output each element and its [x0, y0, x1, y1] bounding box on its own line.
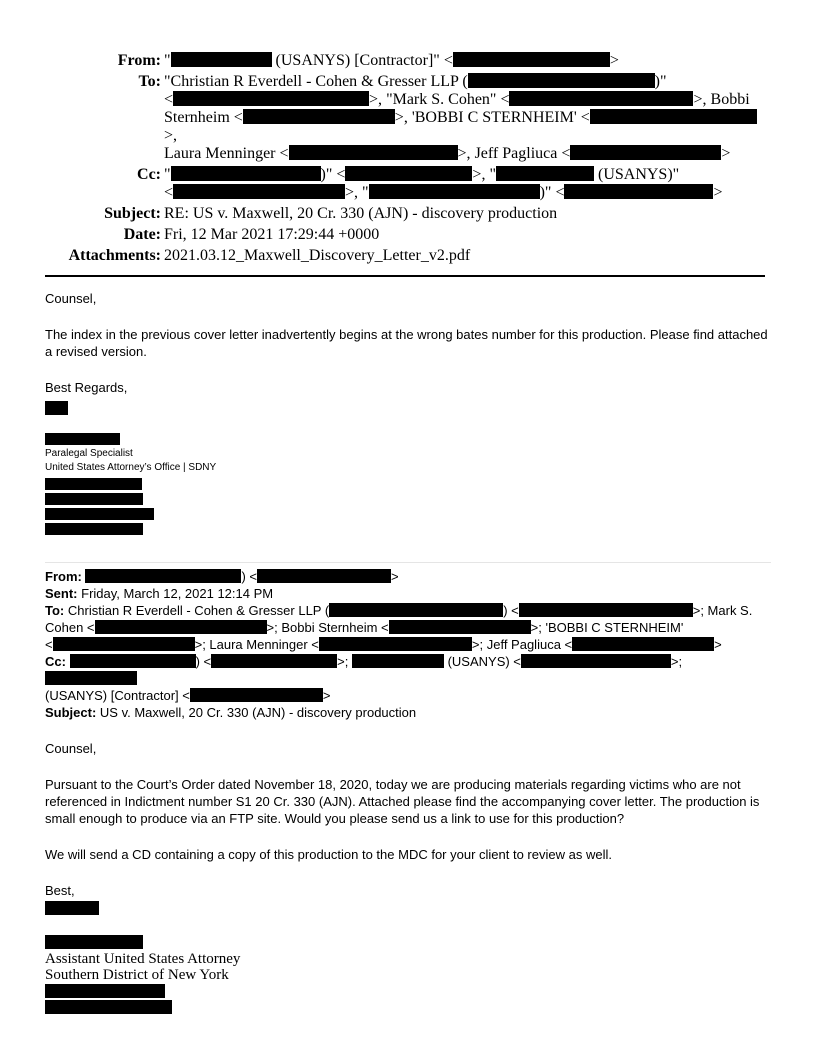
signature-office: United States Attorney’s Office | SDNY	[45, 462, 217, 473]
redaction	[468, 73, 655, 88]
redaction	[519, 603, 693, 617]
q-from-label: From:	[45, 569, 82, 584]
redaction	[85, 569, 241, 583]
to-laura: Laura Menninger <	[164, 145, 289, 162]
redaction	[173, 184, 345, 199]
redaction	[45, 984, 165, 998]
header-cc-row	[0, 166, 816, 202]
header-date-row	[0, 226, 816, 244]
redaction	[190, 688, 323, 702]
q-to-christian: Christian R Everdell - Cohen & Gresser LLP (	[67, 603, 330, 618]
header-to-row	[0, 73, 816, 163]
to-mark-cohen: "Mark S. Cohen" <	[386, 91, 510, 108]
redaction	[564, 184, 713, 199]
q-to-bobbi-caps: ; 'BOBBI C STERNHEIM'	[538, 620, 684, 635]
signature-office-2: Southern District of New York	[45, 967, 229, 983]
redaction	[45, 935, 143, 949]
header-subject-row	[0, 205, 816, 223]
redaction	[45, 671, 137, 685]
email-header	[0, 52, 816, 268]
cc-label: Cc:	[137, 166, 161, 183]
q-subject-value: US v. Maxwell, 20 Cr. 330 (AJN) - discovery production	[99, 705, 417, 720]
message-separator	[45, 562, 771, 563]
q-sent-label: Sent:	[45, 586, 78, 601]
q-subject-label: Subject:	[45, 705, 97, 720]
message-2	[45, 568, 775, 1014]
redaction	[345, 166, 472, 181]
redaction	[45, 901, 99, 915]
to-bobbi: Bobbi	[710, 91, 750, 108]
signature-title: Paralegal Specialist	[45, 448, 133, 459]
redaction	[319, 637, 472, 651]
closing-2: Best,	[45, 883, 75, 898]
signature-title-2: Assistant United States Attorney	[45, 951, 241, 967]
subject-label: Subject:	[104, 205, 161, 222]
redaction	[45, 478, 142, 490]
redaction	[572, 637, 714, 651]
subject-value: RE: US v. Maxwell, 20 Cr. 330 (AJN) - discovery production	[164, 205, 558, 222]
redaction	[70, 654, 196, 668]
date-label: Date:	[123, 226, 161, 243]
attachment-link[interactable]: 2021.03.12_Maxwell_Discovery_Letter_v2.pdf	[164, 247, 471, 264]
q-cc-contractor: (USANYS) [Contractor] <	[45, 688, 190, 703]
to-sternheim: Sternheim <	[164, 109, 243, 126]
redaction	[509, 91, 693, 106]
message-body-2: Pursuant to the Court’s Order dated November 18, 2020, today we are producing materials regarding victims who are not referenced in Indictment number S1 20 Cr. 330 (AJN). Attached please find the accompanying cover letter. The production is small enough to produce via an FTP site. Would you please send us a link to use for this production?	[45, 777, 760, 826]
redaction	[53, 637, 195, 651]
header-attachments-row	[0, 247, 816, 265]
to-label: To:	[138, 73, 161, 90]
greeting: Counsel,	[45, 291, 97, 306]
q-to-laura: ; Laura Menninger <	[202, 637, 319, 652]
redaction	[45, 433, 120, 445]
to-value: "Christian R Everdell - Cohen & Gresser LLP ( )" < >, "Mark S. Cohen" < >, Bobbi Sternheim < >, 'BOBBI C STERNHEIM' <>, Laura Menninger < >, Jeff Pagliuca < >	[164, 73, 764, 163]
date-value: Fri, 12 Mar 2021 17:29:44 +0000	[164, 226, 380, 243]
q-sent-value: Friday, March 12, 2021 12:14 PM	[81, 586, 274, 601]
redaction	[453, 52, 610, 67]
redaction	[521, 654, 671, 668]
redaction	[329, 603, 503, 617]
cc-value: " )" < >, " (USANYS)" < >, " )" < >	[164, 166, 723, 201]
message-body: The index in the previous cover letter inadvertently begins at the wrong bates number for this production. Please find attached a revised version.	[45, 327, 768, 359]
q-to-bobbi: ; Bobbi Sternheim <	[274, 620, 389, 635]
q-to-mark: ; Mark S.	[700, 603, 753, 618]
redaction	[496, 166, 594, 181]
redaction	[95, 620, 267, 634]
greeting-2: Counsel,	[45, 741, 97, 756]
q-to-jeff: ; Jeff Pagliuca <	[479, 637, 573, 652]
q-cc-label: Cc:	[45, 654, 66, 669]
redaction	[173, 91, 369, 106]
from-text: (USANYS) [Contractor]" <	[275, 52, 453, 69]
q-to-cohen: Cohen <	[45, 620, 95, 635]
redaction	[45, 523, 143, 535]
quoted-header: From: ) < > Sent: Friday, March 12, 2021 12:14 PM To: Christian R Everdell - Cohen & Gresser LLP ( ) < >; Mark S. Cohen < >; Bobbi Sternheim < >; 'BOBBI C STERNHEIM' < >; Laura Menninger < >; Jeff Pagliuca < > Cc: ) < >; (USANYS) < >; (USANYS) [Contractor] < > Subject: US v. Maxwell, 20 Cr. 330 (AJN) - discovery production	[45, 569, 753, 720]
redaction	[257, 569, 391, 583]
redaction	[45, 401, 68, 415]
redaction	[45, 1000, 172, 1014]
q-cc-usanys: (USANYS) <	[447, 654, 521, 669]
q-to-label: To:	[45, 603, 65, 618]
attachments-label: Attachments:	[68, 247, 161, 264]
redaction	[389, 620, 531, 634]
header-divider	[45, 275, 765, 277]
cc-usanys: (USANYS)"	[597, 166, 680, 183]
cd-note: We will send a CD containing a copy of this production to the MDC for your client to review as well.	[45, 847, 612, 862]
to-bobbi-caps: 'BOBBI C STERNHEIM' <	[411, 109, 590, 126]
redaction	[570, 145, 721, 160]
redaction	[171, 166, 321, 181]
redaction	[171, 52, 272, 67]
message-1	[45, 290, 775, 535]
redaction	[590, 109, 757, 124]
header-from-row	[0, 52, 816, 70]
redaction	[45, 508, 154, 520]
redaction	[243, 109, 395, 124]
closing: Best Regards,	[45, 380, 128, 395]
redaction	[352, 654, 444, 668]
to-jeff: Jeff Pagliuca <	[474, 145, 571, 162]
redaction	[289, 145, 458, 160]
from-label: From:	[117, 52, 161, 69]
to-christian: "Christian R Everdell - Cohen & Gresser LLP (	[164, 73, 468, 90]
redaction	[211, 654, 337, 668]
redaction	[45, 493, 143, 505]
from-value: " (USANYS) [Contractor]" < >	[164, 52, 619, 69]
redaction	[369, 184, 540, 199]
